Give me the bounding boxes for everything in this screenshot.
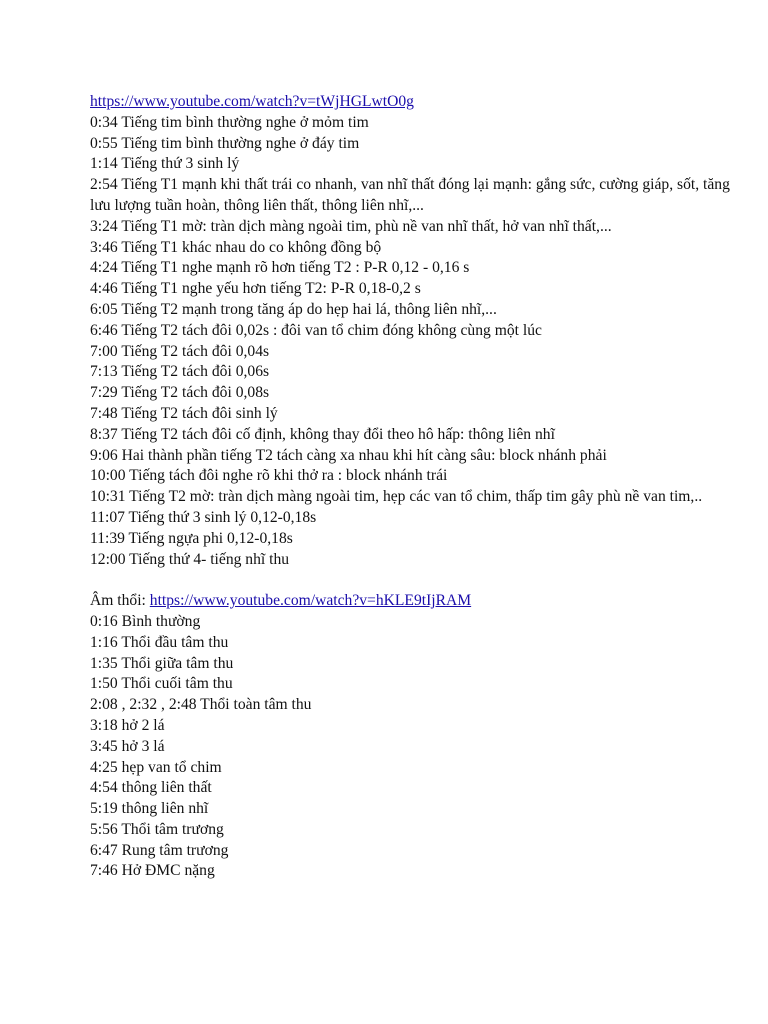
list-item: 1:35 Thổi giữa tâm thu <box>90 654 234 672</box>
list-item: 4:54 thông liên thất <box>90 779 212 797</box>
section1-link-line <box>90 92 730 113</box>
list-item: 6:47 Rung tâm trương <box>90 841 229 859</box>
list-item: 6:05 Tiếng T2 mạnh trong tăng áp do hẹp hai lá, thông liên nhĩ,... <box>90 300 497 318</box>
list-item: 7:48 Tiếng T2 tách đôi sinh lý <box>90 404 278 422</box>
list-item: 7:00 Tiếng T2 tách đôi 0,04s <box>90 342 270 360</box>
list-item: 0:55 Tiếng tim bình thường nghe ở đáy tim <box>90 134 360 152</box>
list-item: 3:18 hở 2 lá <box>90 716 165 734</box>
list-item: 3:46 Tiếng T1 khác nhau do co không đồng bộ <box>90 238 382 256</box>
list-item: 6:46 Tiếng T2 tách đôi 0,02s : đôi van tổ chim đóng không cùng một lúc <box>90 321 542 339</box>
list-item: 0:16 Bình thường <box>90 612 201 630</box>
list-item: 9:06 Hai thành phần tiếng T2 tách càng xa nhau khi hít càng sâu: block nhánh phải <box>90 446 607 464</box>
list-item: 7:29 Tiếng T2 tách đôi 0,08s <box>90 384 270 402</box>
list-item: 2:08 , 2:32 , 2:48 Thổi toàn tâm thu <box>90 696 312 714</box>
list-item: 3:45 hở 3 lá <box>90 737 165 755</box>
list-item: 8:37 Tiếng T2 tách đôi cố định, không thay đổi theo hô hấp: thông liên nhĩ <box>90 425 555 443</box>
section2-heading-line <box>90 591 730 612</box>
section-spacer <box>90 570 730 591</box>
list-item: 11:39 Tiếng ngựa phi 0,12-0,18s <box>90 529 293 547</box>
list-item: 4:25 hẹp van tổ chim <box>90 758 222 776</box>
list-item: 2:54 Tiếng T1 mạnh khi thất trái co nhanh, van nhĩ thất đóng lại mạnh: gắng sức, cường giáp, sốt, tăng lưu lượng tuần hoàn, thông liên thất, thông liên nhĩ,... <box>90 176 730 214</box>
list-item: 5:19 thông liên nhĩ <box>90 800 209 818</box>
list-item: 12:00 Tiếng thứ 4- tiếng nhĩ thu <box>90 550 290 568</box>
list-item: 0:34 Tiếng tim bình thường nghe ở mỏm tim <box>90 113 369 131</box>
list-item: 4:46 Tiếng T1 nghe yếu hơn tiếng T2: P-R 0,18-0,2 s <box>90 280 421 298</box>
document-content <box>90 92 730 882</box>
list-item: 10:31 Tiếng T2 mờ: tràn dịch màng ngoài tim, hẹp các van tổ chim, thấp tim gây phù nề van tim,.. <box>90 488 703 506</box>
list-item: 1:14 Tiếng thứ 3 sinh lý <box>90 155 240 173</box>
youtube-link-murmurs[interactable]: https://www.youtube.com/watch?v=hKLE9tIjRAM <box>149 592 472 610</box>
list-item: 11:07 Tiếng thứ 3 sinh lý 0,12-0,18s <box>90 508 317 526</box>
list-item: 3:24 Tiếng T1 mờ: tràn dịch màng ngoài tim, phù nề van nhĩ thất, hở van nhĩ thất,... <box>90 217 612 235</box>
list-item: 5:56 Thổi tâm trương <box>90 820 224 838</box>
list-item: 1:16 Thổi đầu tâm thu <box>90 633 229 651</box>
list-item: 7:46 Hở ĐMC nặng <box>90 862 215 880</box>
section2-prefix: Âm thổi: <box>90 592 150 610</box>
list-item: 10:00 Tiếng tách đôi nghe rõ khi thở ra : block nhánh trái <box>90 467 448 485</box>
list-item: 4:24 Tiếng T1 nghe mạnh rõ hơn tiếng T2 : P-R 0,12 - 0,16 s <box>90 259 470 277</box>
youtube-link-heart-sounds[interactable]: https://www.youtube.com/watch?v=tWjHGLwtO0g <box>90 93 414 110</box>
list-item: 1:50 Thổi cuối tâm thu <box>90 675 233 693</box>
list-item: 7:13 Tiếng T2 tách đôi 0,06s <box>90 363 270 381</box>
